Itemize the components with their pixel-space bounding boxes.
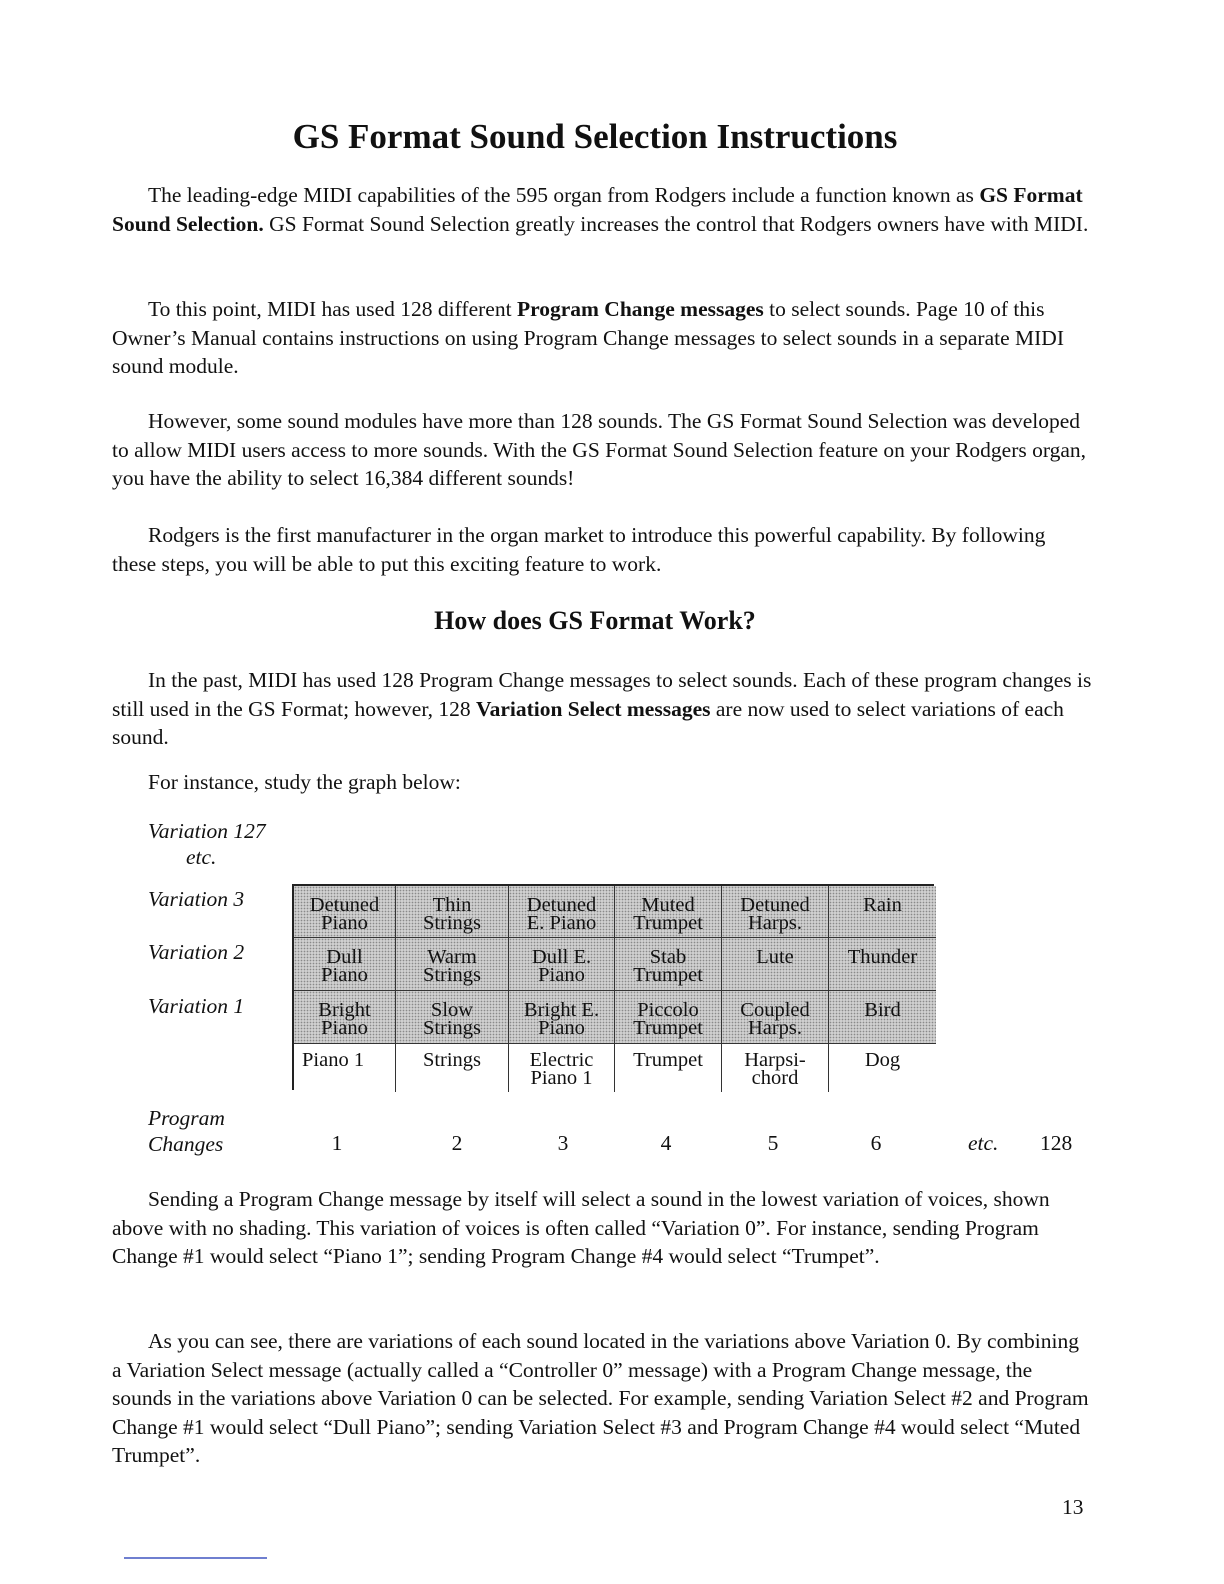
- program-number-6: 6: [870, 1131, 882, 1155]
- cell-v2-pc6: Thunder: [829, 938, 936, 991]
- program-number-etc: etc.: [968, 1131, 999, 1155]
- label-variation-2: Variation 2: [148, 940, 245, 964]
- cell-v3-pc3: Detuned E. Piano: [509, 886, 615, 938]
- graph-intro-paragraph: For instance, study the graph below:: [148, 770, 461, 794]
- label-program-changes: Program Changes: [148, 1106, 225, 1156]
- cell-v1-pc5: Coupled Harps.: [722, 991, 829, 1044]
- intro-bold-term: GS Format Sound Selection.: [112, 183, 1083, 236]
- cell-v0-pc6: Dog: [829, 1044, 936, 1092]
- label-variation-1: Variation 1: [148, 994, 245, 1018]
- cell-v1-pc1: Bright Piano: [294, 991, 396, 1044]
- cell-v0-pc2: Strings: [396, 1044, 509, 1092]
- cell-v3-pc2: Thin Strings: [396, 886, 509, 938]
- pc-bold-term: Program Change messages: [516, 297, 764, 321]
- cell-v2-pc3: Dull E. Piano: [509, 938, 615, 991]
- cell-v0-pc1: Piano 1: [294, 1044, 396, 1092]
- program-number-128: 128: [1040, 1131, 1073, 1155]
- label-variation-127: Variation 127: [148, 819, 266, 843]
- cell-v2-pc2: Warm Strings: [396, 938, 509, 991]
- cell-v3-pc1: Detuned Piano: [294, 886, 396, 938]
- label-variation-3: Variation 3: [148, 887, 245, 911]
- cell-v3-pc4: Muted Trumpet: [615, 886, 722, 938]
- page-title: GS Format Sound Selection Instructions: [292, 117, 898, 156]
- program-number-2: 2: [451, 1131, 463, 1155]
- cell-v1-pc2: Slow Strings: [396, 991, 509, 1044]
- cell-v1-pc6: Bird: [829, 991, 936, 1044]
- program-number-1: 1: [331, 1131, 343, 1155]
- program-change-paragraph: [112, 295, 1092, 381]
- sound-variation-grid: [292, 884, 934, 1090]
- section-heading: How does GS Format Work?: [434, 606, 756, 635]
- cell-v3-pc5: Detuned Harps.: [722, 886, 829, 938]
- cell-v2-pc1: Dull Piano: [294, 938, 396, 991]
- intro-text-a: The leading-edge MIDI capabilities of the 595 organ from Rodgers include a function known as: [148, 183, 980, 207]
- cell-v0-pc5: Harpsi- chord: [722, 1044, 829, 1092]
- intro-paragraph: [112, 181, 1092, 238]
- gs-format-paragraph: [112, 666, 1092, 752]
- gs-bold-term: Variation Select messages: [476, 696, 711, 721]
- pc-text-a: To this point, MIDI has used 128 different: [148, 297, 517, 321]
- program-number-5: 5: [767, 1131, 779, 1155]
- program-number-4: 4: [660, 1131, 672, 1155]
- variation-select-paragraph: As you can see, there are variations of each sound located in the variations above Variation 0. By combining a Variation Select message (actually called a “Controller 0” message) with a Program Change message, the sounds in the variations above Variation 0 can be selected. For example, sending Variation Select #2 and Program Change #1 would select “Dull Piano”; sending Variation Select #3 and Program Change #4 would select “Muted Trumpet”.: [112, 1329, 1089, 1467]
- label-variation-etc: etc.: [186, 845, 217, 869]
- gs-text-c: are now used to select variations of each sound.: [112, 696, 1064, 749]
- program-number-3: 3: [557, 1131, 569, 1155]
- cell-v1-pc3: Bright E. Piano: [509, 991, 615, 1044]
- variation-0-paragraph: Sending a Program Change message by itself will select a sound in the lowest variation of voices, shown above with no shading. This variation of voices is often called “Variation 0”. For instance, sending Program Change #1 would select “Piano 1”; sending Program Change #4 would select “Trumpet”.: [112, 1187, 1050, 1268]
- page-number: 13: [1062, 1495, 1084, 1519]
- cell-v2-pc4: Stab Trumpet: [615, 938, 722, 991]
- cell-v2-pc5: Lute: [722, 938, 829, 991]
- gs-text-a: In the past, MIDI has used 128 Program Change messages to select sounds. Each of these program changes is still used in the GS Format; however, 128: [112, 668, 1092, 721]
- cell-v0-pc3: Electric Piano 1: [509, 1044, 615, 1092]
- cell-v3-pc6: Rain: [829, 886, 936, 938]
- rodgers-first-paragraph: Rodgers is the first manufacturer in the organ market to introduce this powerful capability. By following these steps, you will be able to put this exciting feature to work.: [112, 523, 1046, 576]
- intro-text-c: GS Format Sound Selection greatly increases the control that Rodgers owners have with MIDI.: [263, 211, 1089, 236]
- cell-v1-pc4: Piccolo Trumpet: [615, 991, 722, 1044]
- sound-modules-paragraph: However, some sound modules have more than 128 sounds. The GS Format Sound Selection was developed to allow MIDI users access to more sounds. With the GS Format Sound Selection feature on your Rodgers organ, you have the ability to select 16,384 different sounds!: [112, 409, 1087, 490]
- cell-v0-pc4: Trumpet: [615, 1044, 722, 1092]
- pc-text-c: to select sounds. Page 10 of this Owner’s Manual contains instructions on using Program Change messages to select sounds in a separate MIDI sound module.: [112, 297, 1064, 378]
- footer-rule: [124, 1557, 267, 1559]
